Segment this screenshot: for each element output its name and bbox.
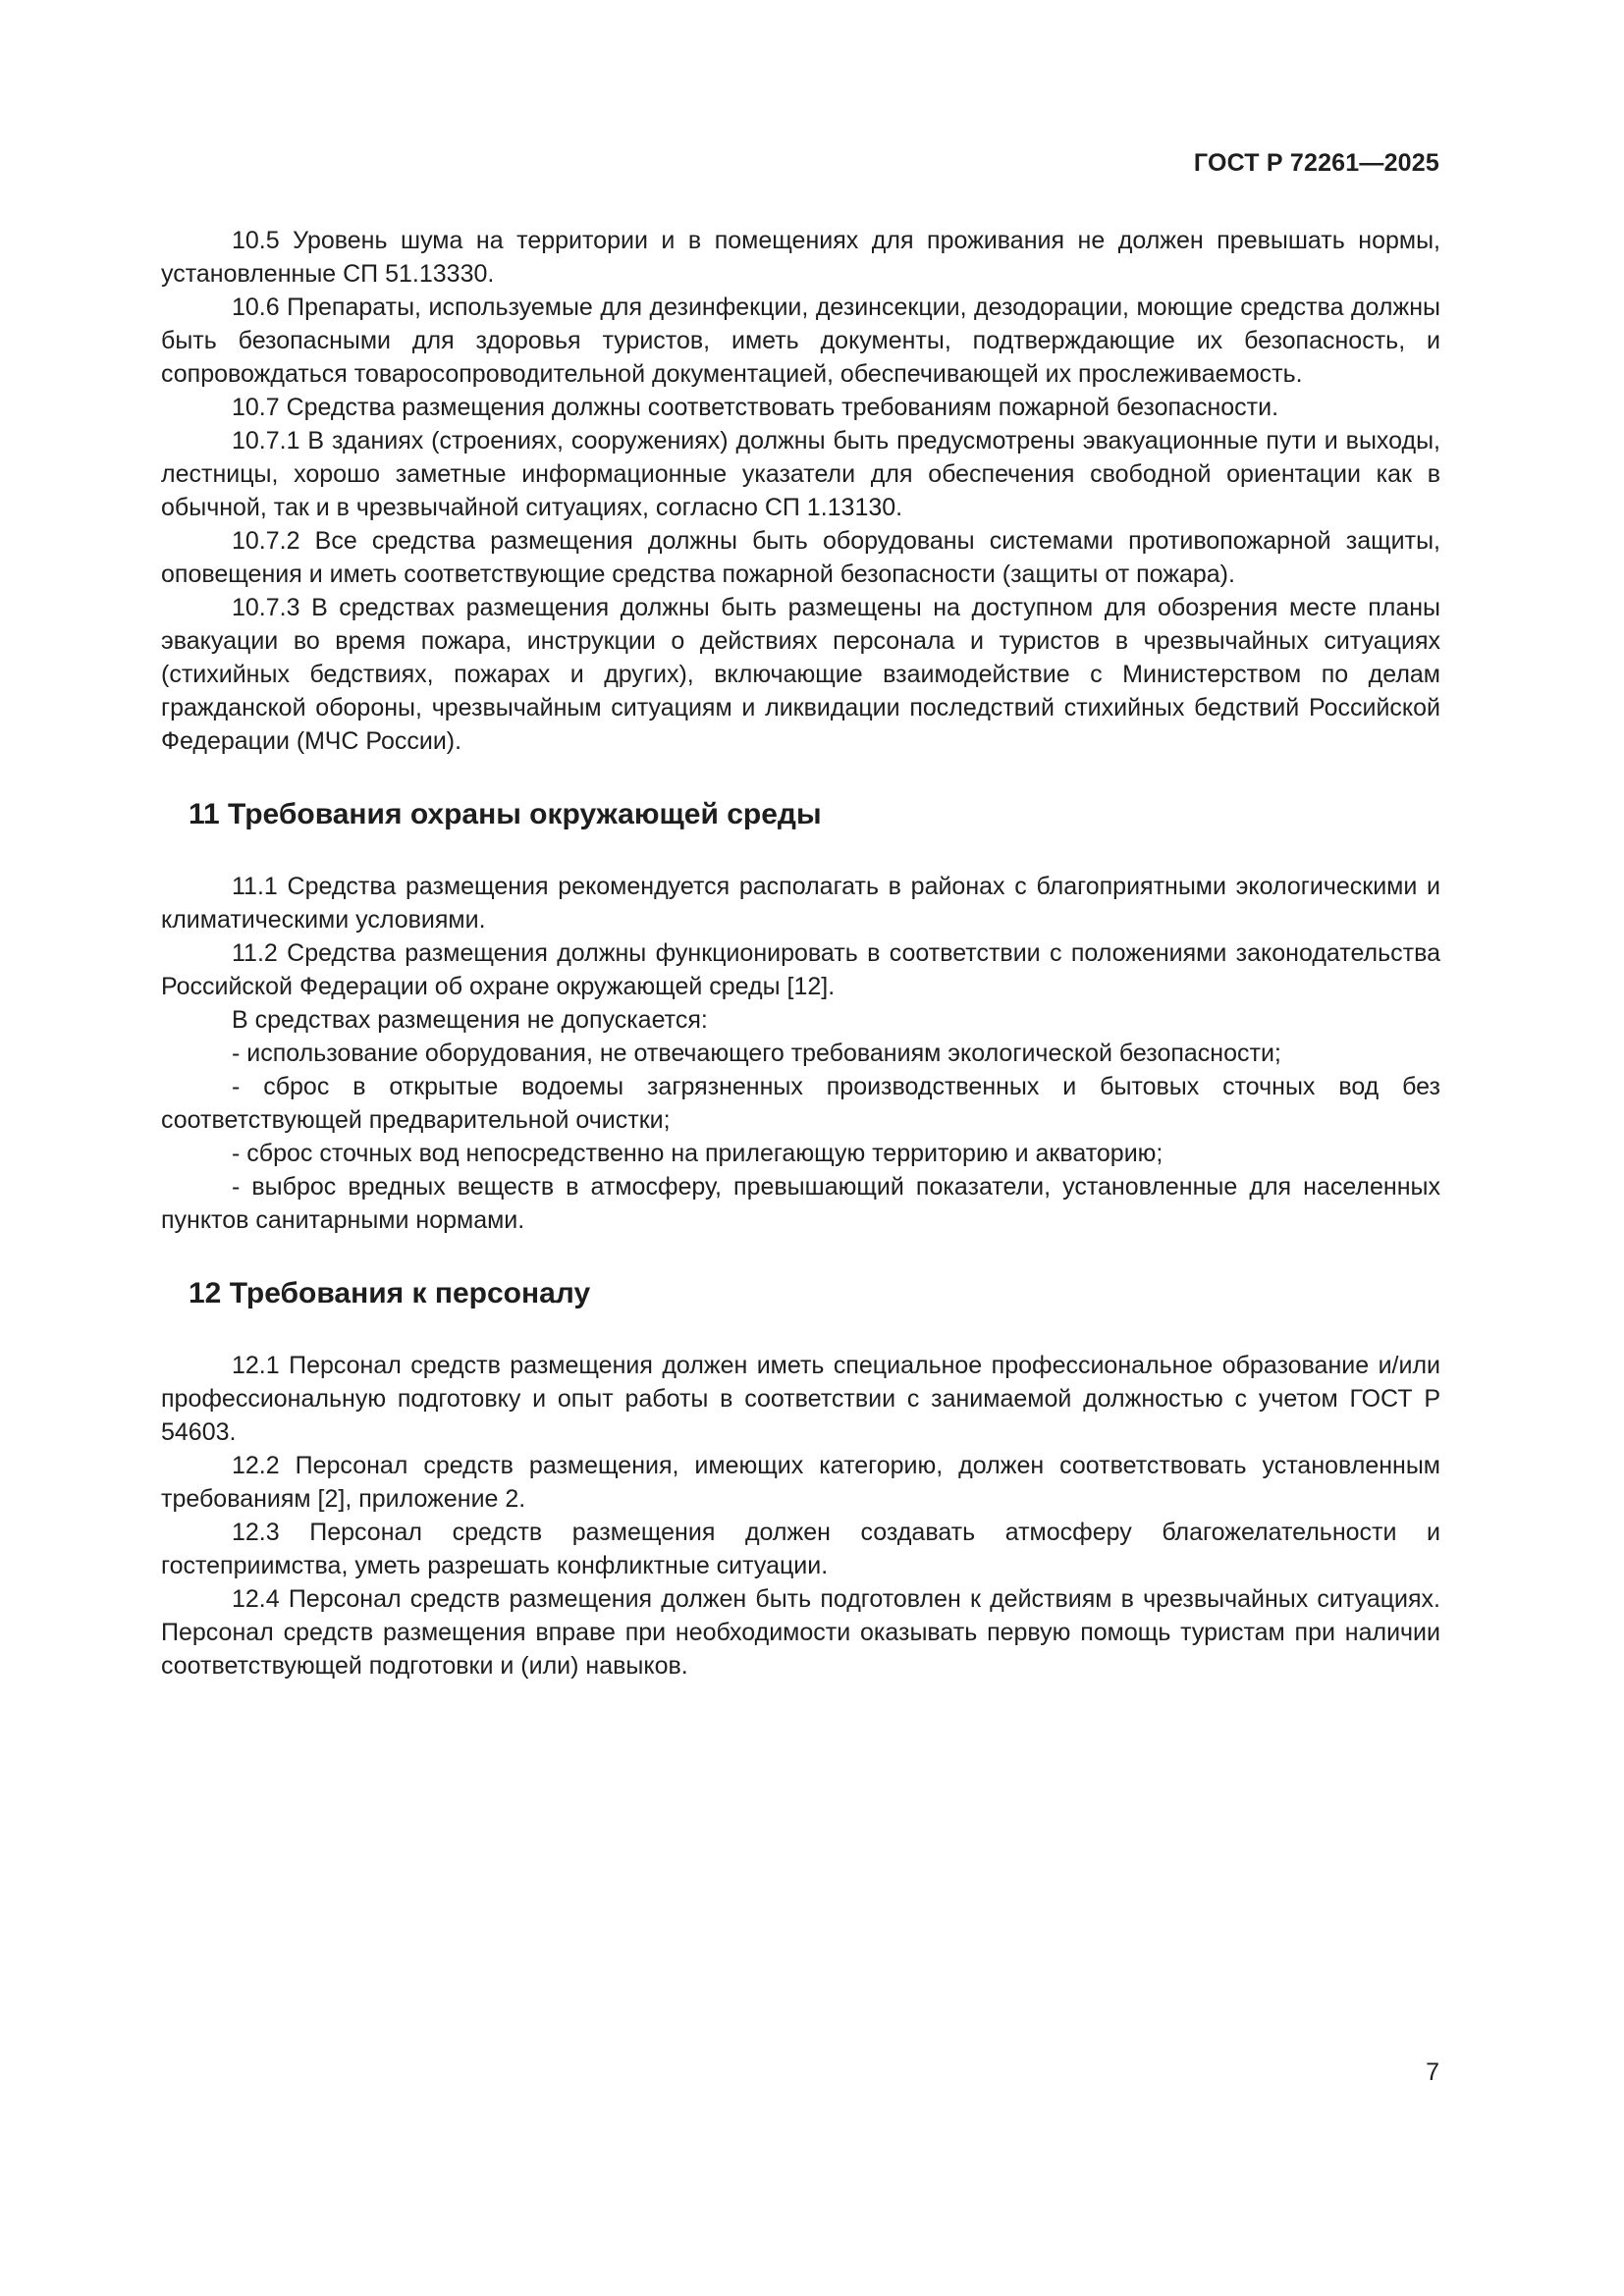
paragraph-10-7-3: 10.7.3 В средствах размещения должны быть размещены на доступном для обозрения месте планы эвакуации во время пожара, инструкции о действиях персонала и туристов в чрезвычайных ситуациях (стихийных бедствиях, пожарах и других), включающие взаимодействие с Министерством по делам гражданской обороны, чрезвычайным ситуациям и ликвидации последствий стихийных бедствий Российской Федерации (МЧС России). <box>161 594 1440 755</box>
section-10 <box>161 224 1440 758</box>
paragraph-10-7-1: 10.7.1 В зданиях (строениях, сооружениях) должны быть предусмотрены эвакуационные пути и выходы, лестницы, хорошо заметные информационные указатели для обеспечения свободной ориентации как в обычной, так и в чрезвычайной ситуациях, согласно СП 1.13130. <box>161 427 1440 521</box>
list-item: - использование оборудования, не отвечающего требованиям экологической безопасности; <box>232 1040 1281 1067</box>
page-number: 7 <box>1426 2058 1439 2086</box>
section-11 <box>161 795 1440 1237</box>
paragraph-10-5: 10.5 Уровень шума на территории и в помещениях для проживания не должен превышать нормы, установленные СП 51.13330. <box>161 227 1440 288</box>
paragraph-12-2: 12.2 Персонал средств размещения, имеющих категорию, должен соответствовать установленным требованиям [2], приложение 2. <box>161 1452 1440 1513</box>
paragraph-10-6: 10.6 Препараты, используемые для дезинфекции, дезинсекции, дезодорации, моющие средства должны быть безопасными для здоровья туристов, иметь документы, подтверждающие их безопасность, и сопровождаться товаросопроводительной документацией, обеспечивающей их прослеживаемость. <box>161 294 1440 388</box>
list-item: - сброс сточных вод непосредственно на прилегающую территорию и акваторию; <box>232 1140 1164 1167</box>
page-content <box>161 224 1440 1682</box>
paragraph-10-7: 10.7 Средства размещения должны соответствовать требованиям пожарной безопасности. <box>232 394 1279 421</box>
list-item: - выброс вредных веществ в атмосферу, превышающий показатели, установленные для населенных пунктов санитарными нормами. <box>161 1173 1440 1234</box>
paragraph-12-1: 12.1 Персонал средств размещения должен иметь специальное профессиональное образование и/или профессиональную подготовку и опыт работы в соответствии с занимаемой должностью с учетом ГОСТ Р 54603. <box>161 1352 1440 1446</box>
paragraph-12-4: 12.4 Персонал средств размещения должен быть подготовлен к действиям в чрезвычайных ситуациях. Персонал средств размещения вправе при необходимости оказывать первую помощь туристам при наличии соответствующей подготовки и (или) навыков. <box>161 1585 1440 1680</box>
section-12-heading: 12 Требования к персоналу <box>189 1277 591 1309</box>
section-12 <box>161 1274 1440 1682</box>
list-item: - сброс в открытые водоемы загрязненных производственных и бытовых сточных вод без соответствующей предварительной очистки; <box>161 1073 1440 1134</box>
section-11-heading: 11 Требования охраны окружающей среды <box>189 798 822 830</box>
paragraph-11-2: 11.2 Средства размещения должны функционировать в соответствии с положениями законодательства Российской Федерации об охране окружающей среды [12]. <box>161 939 1440 1000</box>
paragraph-10-7-2: 10.7.2 Все средства размещения должны быть оборудованы системами противопожарной защиты, оповещения и иметь соответствующие средства пожарной безопасности (защиты от пожара). <box>161 527 1440 588</box>
paragraph-12-3: 12.3 Персонал средств размещения должен создавать атмосферу благожелательности и гостеприимства, уметь разрешать конфликтные ситуации. <box>161 1519 1440 1579</box>
paragraph-11-1: 11.1 Средства размещения рекомендуется располагать в районах с благоприятными экологическими и климатическими условиями. <box>161 873 1440 934</box>
paragraph-not-allowed: В средствах размещения не допускается: <box>232 1006 708 1034</box>
document-code: ГОСТ Р 72261—2025 <box>1193 149 1439 177</box>
